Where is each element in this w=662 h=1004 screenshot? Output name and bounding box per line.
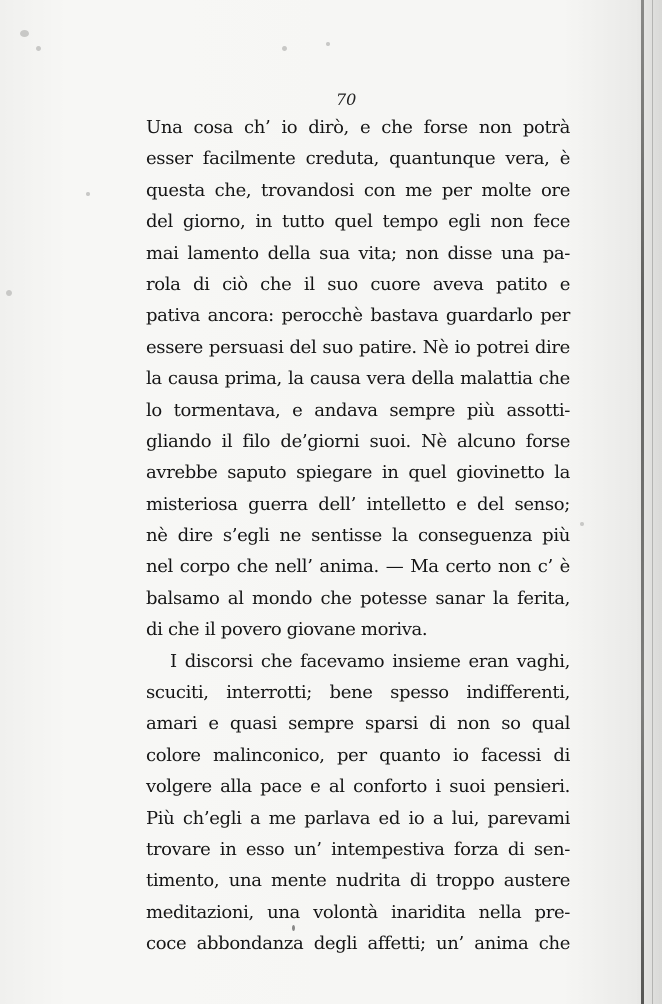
text-line: essere persuasi del suo patire. Nè io potrei dire	[146, 336, 570, 358]
text-line: scuciti, interrotti; bene spesso indifferenti,	[146, 682, 570, 704]
paper-speck	[6, 290, 12, 296]
paper-speck	[20, 30, 29, 37]
text-line: gliando il filo de’giorni suoi. Nè alcuno forse	[146, 430, 570, 452]
text-line: del giorno, in tutto quel tempo egli non fece	[146, 211, 570, 233]
text-line: Una cosa ch’ io dirò, e che forse non potrà	[146, 117, 570, 138]
text-line: meditazioni, una volontà inaridita nella pre-	[146, 901, 570, 923]
text-line: balsamo al mondo che potesse sanar la ferita,	[146, 587, 570, 609]
body-text	[146, 112, 570, 960]
text-line: nè dire s’egli ne sentisse la conseguenza più	[146, 525, 570, 547]
paper-speck	[36, 46, 41, 51]
text-line: di che il povero giovane moriva.	[146, 619, 428, 641]
text-line: Più ch’egli a me parlava ed io a lui, parevami	[146, 807, 570, 829]
text-line: amari e quasi sempre sparsi di non so qual	[146, 713, 570, 735]
text-line: colore malinconico, per quanto io facessi di	[146, 744, 570, 766]
paragraph-start-line: I discorsi che facevamo insieme eran vaghi,	[170, 650, 570, 672]
text-line: coce abbondanza degli affetti; un’ anima che	[146, 933, 570, 955]
text-line: volgere alla pace e al conforto i suoi pensieri.	[146, 776, 570, 798]
paper-speck	[86, 192, 90, 196]
page-number: 70	[336, 90, 357, 109]
text-line: nel corpo che nell’ anima. — Ma certo non c’ è	[146, 556, 570, 578]
paper-speck	[326, 42, 330, 46]
text-line: avrebbe saputo spiegare in quel giovinetto la	[146, 462, 570, 484]
text-line: pativa ancora: perocchè bastava guardarlo per	[146, 305, 570, 327]
text-line: mai lamento della sua vita; non disse una pa-	[146, 242, 570, 264]
paper-speck	[580, 522, 584, 526]
page-binding-edge	[641, 0, 644, 1004]
text-line: la causa prima, la causa vera della malattia che	[146, 368, 570, 390]
text-line: lo tormentava, e andava sempre più assotti-	[146, 399, 570, 421]
text-line: trovare in esso un’ intempestiva forza di sen-	[146, 838, 570, 860]
text-line: questa che, trovandosi con me per molte ore	[146, 179, 570, 201]
text-line: esser facilmente creduta, quantunque vera, è	[146, 148, 570, 170]
text-line: misteriosa guerra dell’ intelletto e del senso;	[146, 493, 570, 515]
page-outer-edge	[652, 0, 653, 1004]
text-line: rola di ciò che il suo cuore aveva patito e	[146, 273, 570, 295]
paper-speck	[282, 46, 287, 51]
text-line: timento, una mente nudrita di troppo austere	[146, 870, 570, 892]
